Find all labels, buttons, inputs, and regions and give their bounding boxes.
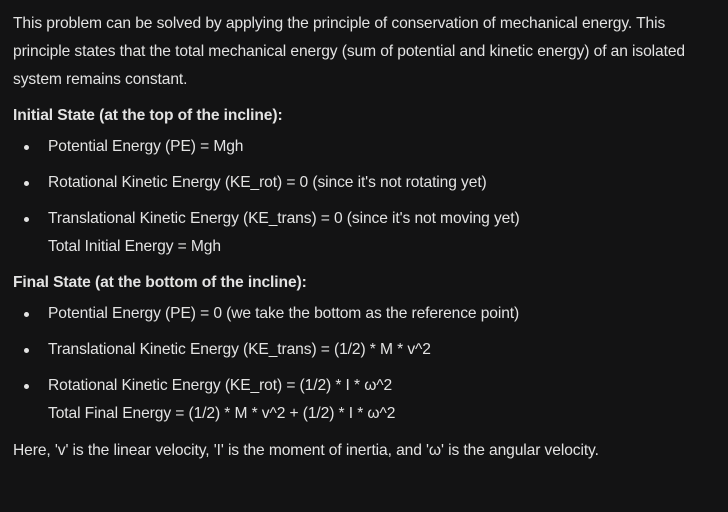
- list-item: [13, 372, 716, 428]
- list-item: [13, 169, 716, 197]
- list-item-text: Rotational Kinetic Energy (KE_rot) = 0 (since it's not rotating yet): [48, 174, 487, 191]
- intro-paragraph: This problem can be solved by applying the principle of conservation of mechanical energy. This principle states that the total mechanical energy (sum of potential and kinetic energy) of an isolated system remains constant.: [13, 15, 685, 88]
- bullet-icon: [24, 384, 29, 389]
- list-item-text: Translational Kinetic Energy (KE_trans) = (1/2) * M * v^2: [48, 341, 431, 358]
- final-state-heading: Final State (at the bottom of the incline):: [13, 274, 307, 291]
- list-item: [13, 336, 716, 364]
- total-initial-energy: Total Initial Energy = Mgh: [48, 238, 221, 255]
- initial-state-heading: Initial State (at the top of the incline):: [13, 107, 283, 124]
- bullet-icon: [24, 181, 29, 186]
- list-item-text: Potential Energy (PE) = Mgh: [48, 138, 244, 155]
- list-item: [13, 300, 716, 328]
- bullet-icon: [24, 312, 29, 317]
- closing-paragraph: Here, 'v' is the linear velocity, 'I' is the moment of inertia, and 'ω' is the angular velocity.: [13, 442, 599, 459]
- initial-state-list: [13, 133, 716, 261]
- total-final-energy: Total Final Energy = (1/2) * M * v^2 + (1/2) * I * ω^2: [48, 405, 396, 422]
- list-item-text: Potential Energy (PE) = 0 (we take the bottom as the reference point): [48, 305, 520, 322]
- list-item: [13, 133, 716, 161]
- bullet-icon: [24, 145, 29, 150]
- list-item: [13, 205, 716, 261]
- final-state-list: [13, 300, 716, 428]
- bullet-icon: [24, 348, 29, 353]
- bullet-icon: [24, 217, 29, 222]
- list-item-text: Translational Kinetic Energy (KE_trans) = 0 (since it's not moving yet): [48, 210, 520, 227]
- list-item-text: Rotational Kinetic Energy (KE_rot) = (1/2) * I * ω^2: [48, 377, 393, 394]
